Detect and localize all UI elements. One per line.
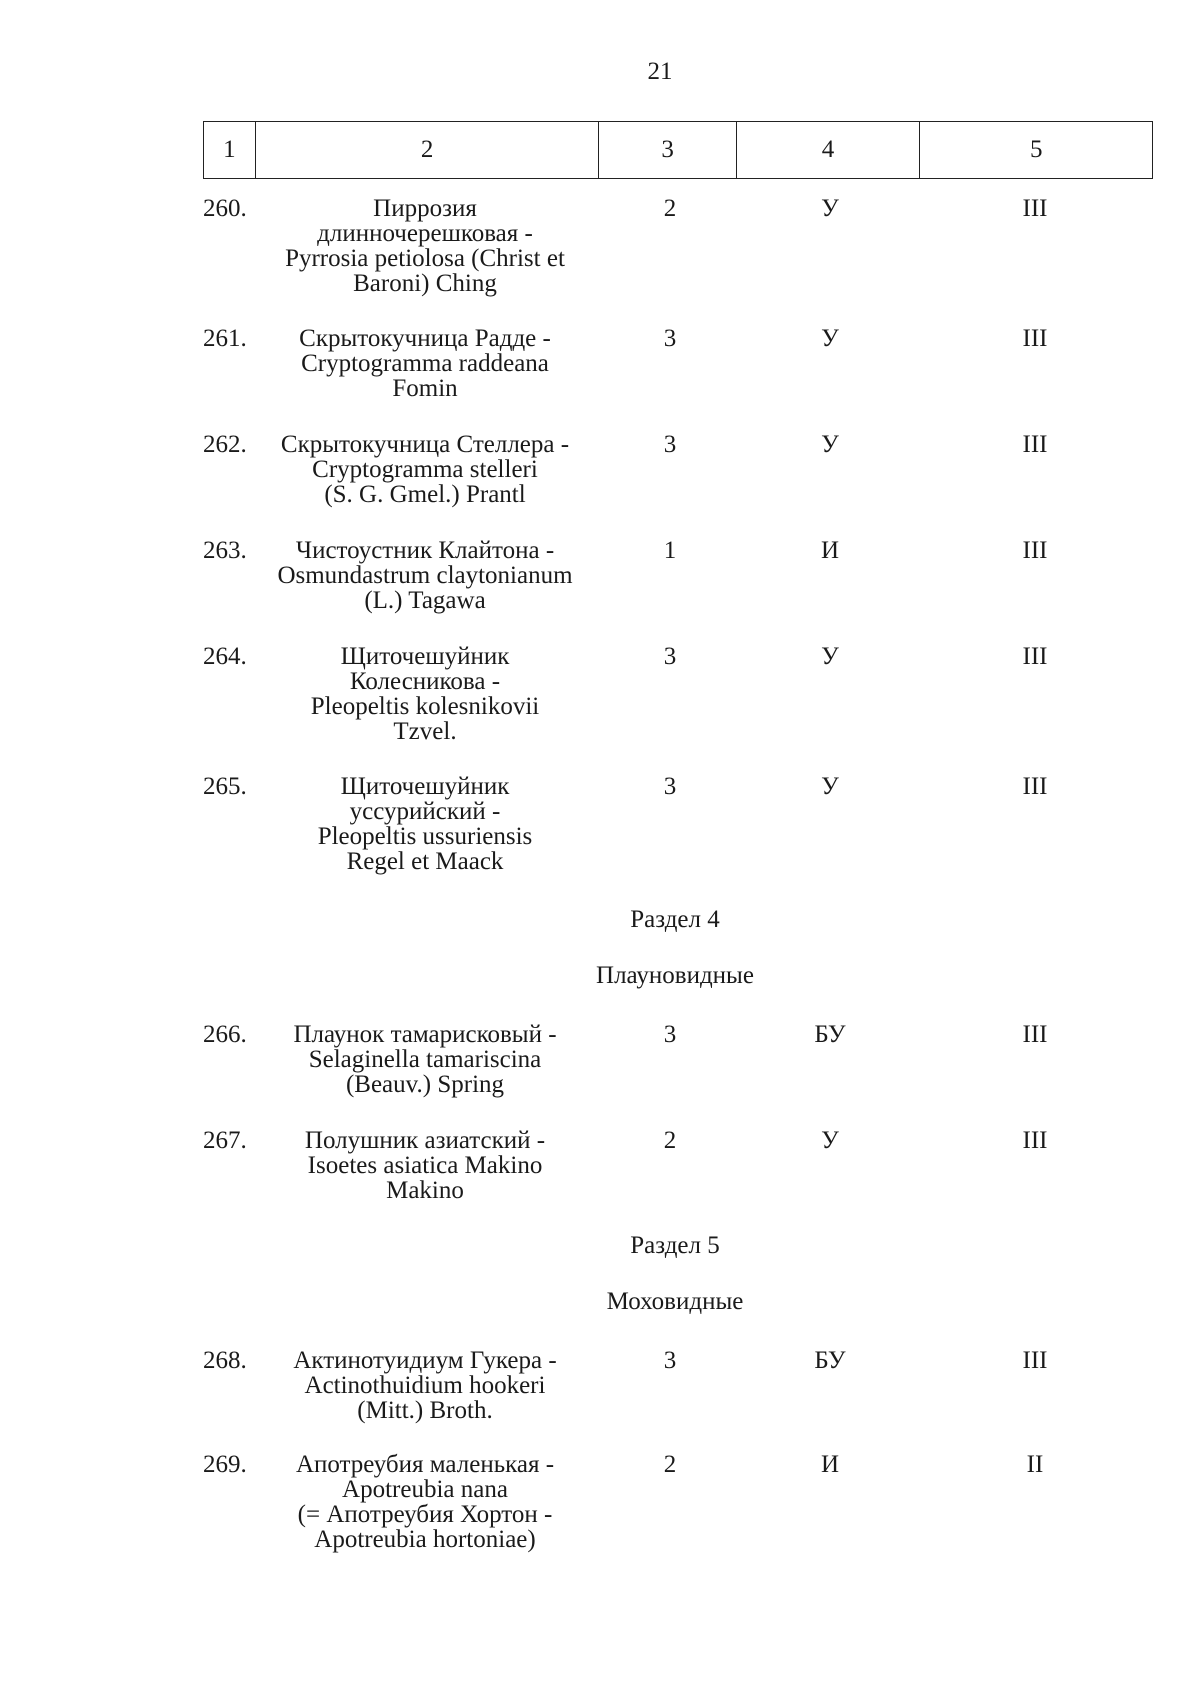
category-value: 3 — [663, 431, 677, 458]
priority-value: III — [1022, 1021, 1048, 1048]
species-name-line: Selaginella tamariscina — [308, 1046, 542, 1073]
category-value: 2 — [663, 1127, 677, 1154]
species-name-line: Апотреубия маленькая - — [295, 1451, 555, 1478]
column-header-5: 5 — [920, 122, 1153, 179]
species-name-line: (S. G. Gmel.) Prantl — [324, 481, 526, 508]
species-name — [250, 196, 600, 296]
category-value: 3 — [663, 325, 677, 352]
species-name-line: Osmundastrum claytonianum — [277, 562, 573, 589]
priority-value: III — [1022, 643, 1048, 670]
species-name-line: уссурийский - — [349, 798, 501, 825]
species-name-line: Pleopeltis ussuriensis — [317, 823, 533, 850]
species-name-line: Fomin — [392, 375, 458, 402]
column-header-3: 3 — [599, 122, 736, 179]
species-name — [250, 1452, 600, 1552]
status-value: БУ — [814, 1021, 846, 1048]
row-number: 269. — [203, 1451, 247, 1478]
row-number: 264. — [203, 643, 247, 670]
column-header-4: 4 — [736, 122, 920, 179]
category-value: 3 — [663, 773, 677, 800]
row-number: 263. — [203, 537, 247, 564]
species-name-line: (Beauv.) Spring — [345, 1071, 505, 1098]
species-name-line: Regel et Maack — [346, 848, 504, 875]
species-name-line: Скрытокучница Радде - — [299, 325, 551, 352]
column-header-1: 1 — [204, 122, 256, 179]
priority-value: III — [1022, 431, 1048, 458]
priority-value: III — [1022, 1347, 1048, 1374]
species-name-line: Pleopeltis kolesnikovii — [310, 693, 540, 720]
category-value: 2 — [663, 1451, 677, 1478]
species-name-line: Плаунок тамарисковый - — [293, 1021, 557, 1048]
species-name-line: Пиррозия — [373, 195, 477, 222]
species-name-line: Tzvel. — [393, 718, 457, 745]
species-name — [250, 326, 600, 401]
species-name — [250, 432, 600, 507]
category-value: 3 — [663, 1021, 677, 1048]
row-number: 266. — [203, 1021, 247, 1048]
category-value: 2 — [663, 195, 677, 222]
section-heading: Раздел 5 — [630, 1232, 720, 1259]
category-value: 1 — [663, 537, 677, 564]
row-number: 260. — [203, 195, 247, 222]
species-name — [250, 1128, 600, 1203]
species-name — [250, 1348, 600, 1423]
status-value: У — [821, 773, 839, 800]
row-number: 267. — [203, 1127, 247, 1154]
species-name-line: Актинотуидиум Гукера - — [293, 1347, 557, 1374]
priority-value: III — [1022, 537, 1048, 564]
category-value: 3 — [663, 643, 677, 670]
species-name-line: Щиточешуйник — [340, 643, 510, 670]
page-number: 21 — [647, 58, 673, 85]
priority-value: III — [1022, 325, 1048, 352]
species-name-line: Чистоустник Клайтона - — [295, 537, 555, 564]
species-name — [250, 1022, 600, 1097]
species-name-line: Скрытокучница Стеллера - — [280, 431, 570, 458]
species-name-line: Pyrrosia petiolosa (Christ et — [285, 245, 565, 272]
status-value: У — [821, 1127, 839, 1154]
priority-value: III — [1022, 195, 1048, 222]
status-value: У — [821, 325, 839, 352]
row-number: 261. — [203, 325, 247, 352]
species-name-line: Cryptogramma raddeana — [301, 350, 549, 377]
priority-value: II — [1026, 1451, 1044, 1478]
species-name-line: Щиточешуйник — [340, 773, 510, 800]
status-value: И — [820, 537, 840, 564]
section-subtitle: Плауновидные — [596, 962, 754, 989]
species-name-line: Actinothuidium hookeri — [304, 1372, 546, 1399]
status-value: БУ — [814, 1347, 846, 1374]
column-header-table — [203, 121, 1153, 179]
species-name-line: Baroni) Ching — [353, 270, 497, 297]
row-number: 268. — [203, 1347, 247, 1374]
species-name-line: длинночерешковая - — [317, 220, 533, 247]
section-heading: Раздел 4 — [630, 906, 720, 933]
species-name-line: Isoetes asiatica Makino — [307, 1152, 543, 1179]
priority-value: III — [1022, 773, 1048, 800]
status-value: У — [821, 643, 839, 670]
row-number: 265. — [203, 773, 247, 800]
species-name — [250, 538, 600, 613]
column-header-2: 2 — [255, 122, 599, 179]
species-name — [250, 644, 600, 744]
category-value: 3 — [663, 1347, 677, 1374]
row-number: 262. — [203, 431, 247, 458]
priority-value: III — [1022, 1127, 1048, 1154]
section-subtitle: Моховидные — [606, 1288, 744, 1315]
species-name-line: Cryptogramma stelleri — [312, 456, 538, 483]
species-name-line: Apotreubia hortoniae) — [314, 1526, 536, 1553]
species-name-line: (L.) Tagawa — [364, 587, 486, 614]
species-name — [250, 774, 600, 874]
status-value: И — [820, 1451, 840, 1478]
species-name-line: Полушник азиатский - — [304, 1127, 546, 1154]
species-name-line: (= Апотреубия Хортон - — [297, 1501, 553, 1528]
species-name-line: Колесникова - — [349, 668, 501, 695]
column-header-row — [204, 122, 1153, 179]
status-value: У — [821, 195, 839, 222]
species-name-line: Makino — [386, 1177, 464, 1204]
species-name-line: (Mitt.) Broth. — [357, 1397, 493, 1424]
species-name-line: Apotreubia nana — [342, 1476, 508, 1503]
status-value: У — [821, 431, 839, 458]
